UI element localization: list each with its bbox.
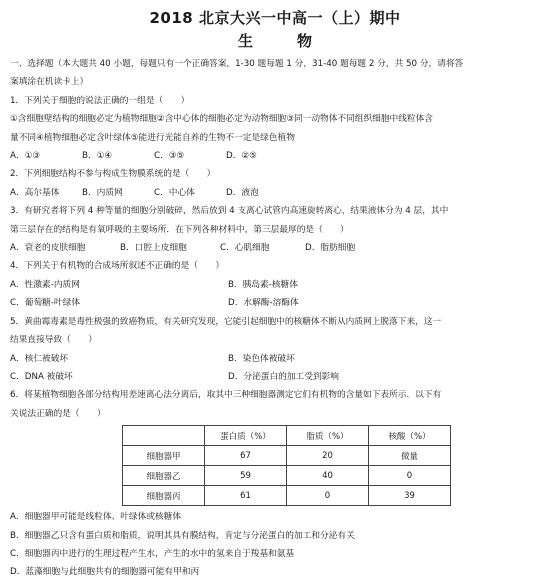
q6-option-b: B．细胞器乙只含有蛋白质和脂质，说明其具有膜结构，肯定与分泌蛋白的加工和分泌有关 <box>10 530 355 541</box>
table-row <box>123 486 451 506</box>
q4-option-a: A．性激素-内质网 <box>10 279 80 290</box>
q1-options <box>10 147 540 165</box>
table-cell: 61 <box>205 486 287 506</box>
table-cell: 细胞器乙 <box>123 466 205 486</box>
table-row <box>123 446 451 466</box>
q6-stem: 6．将某植物细胞各部分结构用差速离心法分离后，取其中三种细胞器测定它们有机物的含量如下表所示．以下有 <box>10 390 442 401</box>
q5-option-d: D．分泌蛋白的加工受到影响 <box>228 371 339 382</box>
q1-stem: 1．下列关于细胞的说法正确的一组是（ ） <box>10 95 190 106</box>
table-header-cell: 核酸（%） <box>369 426 451 446</box>
table-cell: 67 <box>205 446 287 466</box>
organelle-table <box>122 425 451 506</box>
q2-option-a: A．高尔基体 <box>10 187 60 198</box>
q2-stem: 2．下列细胞结构不参与构成生物膜系统的是（ ） <box>10 169 216 180</box>
table-header-cell: 蛋白质（%） <box>205 426 287 446</box>
q1-statements-cont: 量不同④植物细胞必定含叶绿体⑤能进行光能自养的生物不一定是绿色植物 <box>10 132 295 143</box>
q4-stem: 4．下列关于有机物的合成场所叙述不正确的是（ ） <box>10 261 225 272</box>
subject-char-2: 物 <box>297 32 313 50</box>
subject-heading <box>10 31 540 51</box>
table-header-cell <box>123 426 205 446</box>
q1-option-d: D．②⑤ <box>226 151 257 162</box>
q3-option-a: A．衰老的皮肤细胞 <box>10 243 86 254</box>
table-cell: 39 <box>369 486 451 506</box>
q3-options <box>10 239 540 257</box>
table-header-row <box>123 426 451 446</box>
q5-options-row1 <box>10 350 540 368</box>
q2-option-d: D．液泡 <box>226 187 259 198</box>
q3-option-b: B．口腔上皮细胞 <box>120 243 187 254</box>
section-intro: 一、选择题（本大题共 40 小题，每题只有一个正确答案，1-30 题每题 1 分，31-40 题每题 2 分，共 50 分，请将答 <box>10 59 464 69</box>
q4-options-row1 <box>10 276 540 294</box>
table-cell: 细胞器甲 <box>123 446 205 466</box>
subject-char-1: 生 <box>237 32 253 50</box>
q3-option-d: D．脂肪细胞 <box>305 243 356 254</box>
table-row <box>123 466 451 486</box>
q5-option-c: C．DNA 被破坏 <box>10 371 73 382</box>
q1-option-b: B．①④ <box>82 151 113 162</box>
table-cell: 0 <box>287 486 369 506</box>
q3-stem-cont: 第三层存在的结构是有氧呼吸的主要场所．在下列各种材料中，第三层最厚的是（ ） <box>10 224 349 235</box>
table-cell: 59 <box>205 466 287 486</box>
q4-option-c: C．葡萄糖-叶绿体 <box>10 298 81 309</box>
q5-stem-cont: 结果直接导致（ ） <box>10 335 97 346</box>
q1-option-c: C．③⑤ <box>154 151 185 162</box>
q6-option-c: C．细胞器丙中进行的生理过程产生水，产生的水中的氢来自于羧基和氨基 <box>10 548 295 559</box>
q4-options-row2 <box>10 294 540 312</box>
exam-title: 2018 北京大兴一中高一（上）期中 <box>149 9 401 27</box>
q3-option-c: C．心肌细胞 <box>220 243 270 254</box>
q2-option-c: C．中心体 <box>154 187 195 198</box>
q1-statements: ①含细胞壁结构的细胞必定为植物细胞②含中心体的细胞必定为动物细胞③同一动物体不同组织细胞中线粒体含 <box>10 114 433 125</box>
table-cell: 40 <box>287 466 369 486</box>
q5-option-b: B．染色体被破坏 <box>228 353 295 364</box>
q1-option-a: A．①③ <box>10 151 41 162</box>
q6-table-wrapper <box>122 425 540 506</box>
table-cell: 细胞器丙 <box>123 486 205 506</box>
q6-option-d: D．蓝藻细胞与此细胞共有的细胞器可能有甲和丙 <box>10 567 200 578</box>
table-cell: 微量 <box>369 446 451 466</box>
q2-option-b: B．内质网 <box>82 187 123 198</box>
q6-stem-cont: 关说法正确的是（ ） <box>10 408 106 419</box>
table-cell: 0 <box>369 466 451 486</box>
table-cell: 20 <box>287 446 369 466</box>
q4-option-d: D．水解酶-溶酶体 <box>228 298 299 309</box>
q2-options <box>10 184 540 202</box>
table-header-cell: 脂质（%） <box>287 426 369 446</box>
q4-option-b: B．胰岛素-核糖体 <box>228 279 298 290</box>
q5-options-row2 <box>10 368 540 386</box>
q6-option-a: A．细胞器甲可能是线粒体、叶绿体或核糖体 <box>10 512 182 523</box>
q5-option-a: A．核仁被破坏 <box>10 353 69 364</box>
q5-stem: 5．黄曲霉毒素是毒性极强的致癌物质，有关研究发现，它能引起细胞中的核糖体不断从内质网上脱落下来，这一 <box>10 316 442 327</box>
q3-stem: 3．有研究者将下列 4 种等量的细胞分别破碎，然后放到 4 支离心试管内高速旋转离心，结果液体分为 4 层，其中 <box>10 206 449 217</box>
section-intro-cont: 案填涂在机读卡上） <box>10 77 89 88</box>
